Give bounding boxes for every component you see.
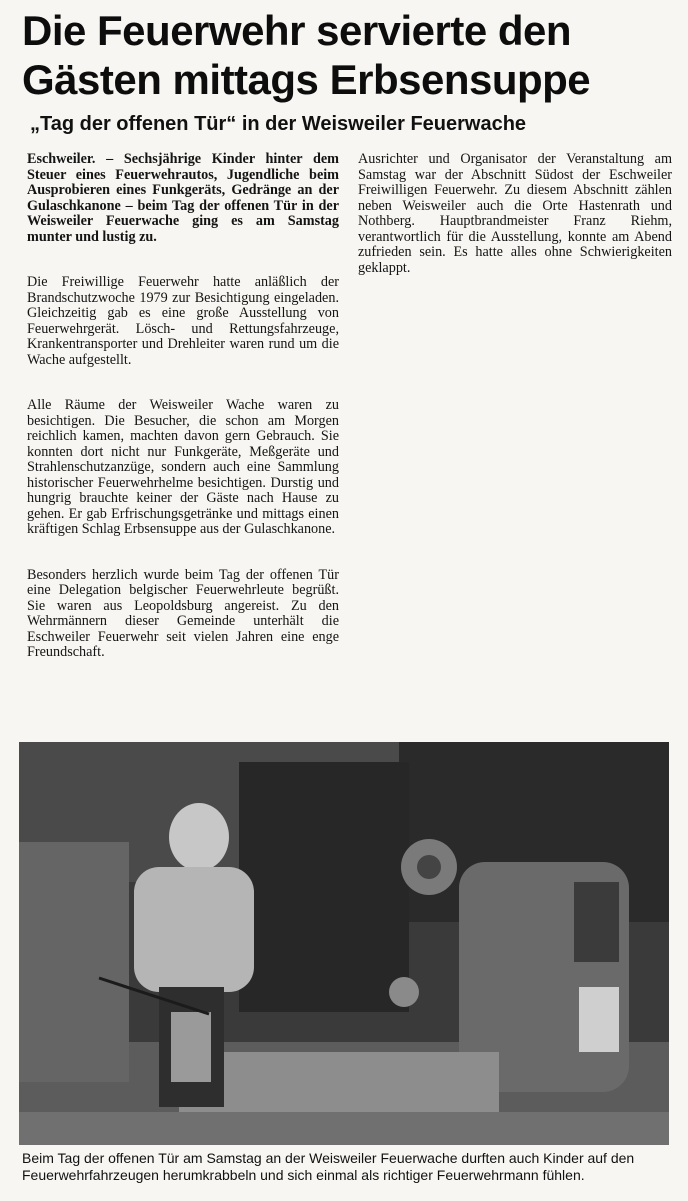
headline-line-1: Die Feuerwehr servierte den bbox=[22, 7, 572, 54]
lead-paragraph: Eschweiler. – Sechsjährige Kinder hinter dem Steuer eines Feuerwehrautos, Jugendliche beim Ausprobieren eines Funkgeräts, Gedränge an der Gulaschkanone – beim Tag der offenen Tür in der Weisweiler Feuerwache ging es am Samstag munter und lustig zu. bbox=[27, 151, 339, 245]
body-paragraph-2: Alle Räume der Weisweiler Wache waren zu besichtigen. Die Besucher, die schon am Morgen reichlich kamen, machten davon gern Gebrauch. Sie konnten dort nicht nur Funkgeräte, Meßgeräte und Strahlenschutzanzüge, sondern auch eine Sammlung historischer Feuerwehrhelme besichtigen. Durstig und hungrig brauchte keiner der Gäste nach Hause zu gehen. Er gab Erfrischungsgetränke und mittags einen kräftigen Schlag Erbsensuppe aus der Gulaschkanone. bbox=[27, 397, 339, 537]
photo-fire-truck-child bbox=[19, 742, 669, 1145]
photo-caption: Beim Tag der offenen Tür am Samstag an der Weisweiler Feuerwache durften auch Kinder auf den Feuerwehrfahrzeugen herumkrabbeln und sich einmal als richtiger Feuerwehrmann fühlen. bbox=[22, 1150, 635, 1183]
body-paragraph-3: Besonders herzlich wurde beim Tag der offenen Tür eine Delegation belgischer Feuerwehrleute begrüßt. Sie waren aus Leopoldsburg angereist. Zu den Wehrmännern dieser Gemeinde unterhält die Eschweiler Feuerwehr seit vielen Jahren eine enge Freundschaft. bbox=[27, 566, 339, 660]
left-column bbox=[27, 152, 339, 661]
body-paragraph-4: Ausrichter und Organisator der Veranstaltung am Samstag war der Abschnitt Südost der Eschweiler Freiwilligen Feuerwehr. Zu diesem Abschnitt zählen neben Weisweiler auch die Orte Hastenrath und Nothberg. Hauptbrandmeister Franz Riehm, verantwortlich für die Ausstellung, konnte am Abend zufrieden sein. Es hatte alles ohne Schwierigkeiten geklappt. bbox=[358, 151, 672, 276]
article-subheadline: „Tag der offenen Tür“ in der Weisweiler Feuerwache bbox=[30, 113, 527, 135]
article-headline bbox=[22, 6, 672, 104]
article-photo bbox=[19, 742, 669, 1145]
headline-line-2: Gästen mittags Erbsensuppe bbox=[22, 56, 591, 103]
body-paragraph-1: Die Freiwillige Feuerwehr hatte anläßlich der Brandschutzwoche 1979 zur Besichtigung eingeladen. Gleichzeitig gab es eine große Ausstellung von Feuerwehrgerät. Lösch- und Rettungsfahrzeuge, Krankentransporter und Drehleiter waren rund um die Wache aufgestellt. bbox=[27, 274, 339, 368]
right-column bbox=[358, 152, 672, 276]
